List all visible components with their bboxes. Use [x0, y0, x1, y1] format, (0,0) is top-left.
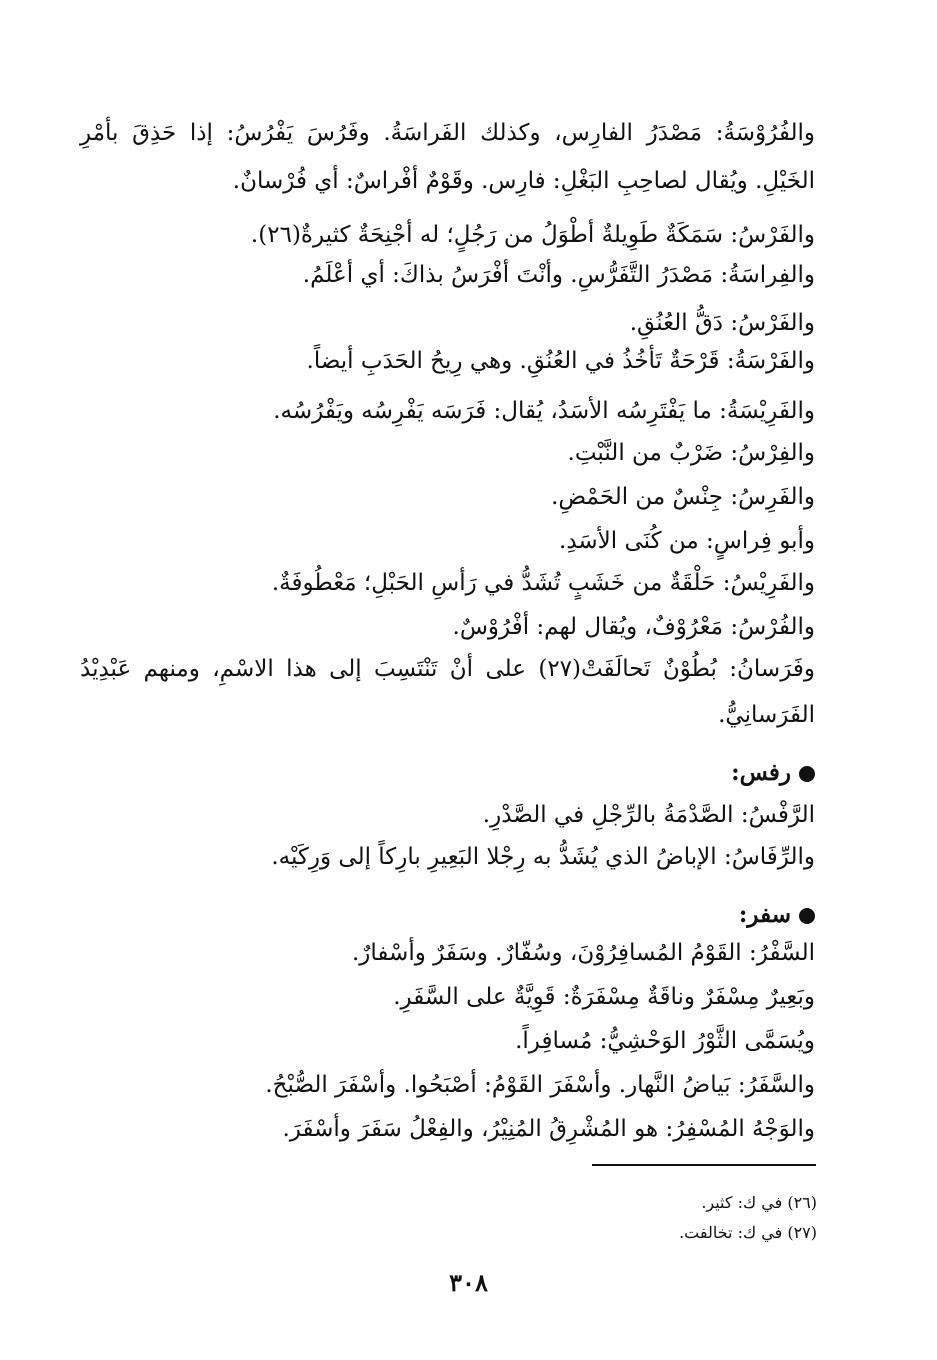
text-line: والفُرُوْسَةُ: مَصْدَرُ الفارِس، وكذلك الفَراسَةُ. وفَرُسَ يَفْرُسُ: إذا حَذِقَ بأمْرِ	[80, 120, 815, 146]
text-line: الفَرَسانِيُّ.	[718, 702, 815, 728]
text-line: الرَّفْسُ: الصَّدْمَةُ بالرِّجْلِ في الصَّدْرِ.	[482, 802, 815, 828]
text-line: والسَّفَرُ: بَياضُ النَّهار. وأسْفَرَ القَوْمُ: أصْبَحُوا. وأسْفَرَ الصُّبْحُ.	[265, 1072, 815, 1098]
section-heading-label: سفر:	[738, 901, 791, 928]
text-line: والفَرِيْسَةُ: ما يَفْتَرِسُه الأسَدُ، يُقال: فَرَسَه يَفْرِسُه ويَفْرُسُه.	[273, 398, 815, 424]
text-line: ويُسَمَّى الثَّوْرُ الوَحْشِيُّ: مُسافِراً.	[515, 1028, 815, 1054]
footnote: (٢٦) في ك: كثير.	[701, 1193, 817, 1212]
text-line: وأبو فِراسٍ: من كُنَى الأسَدِ.	[559, 528, 815, 554]
main-text	[80, 0, 815, 1160]
bullet-dot-icon	[799, 908, 815, 924]
text-line: والفِرْسُ: ضَرْبٌ من النَّبْتِ.	[567, 440, 815, 466]
section-heading-label: رفس:	[731, 759, 791, 786]
bullet-dot-icon	[799, 766, 815, 782]
text-line: والرِّفَاسُ: الإباضُ الذي يُشَدُّ به رِجْلا البَعِيرِ بارِكاً إلى وَرِكَيْه.	[271, 844, 815, 870]
section-heading-rafs	[731, 756, 815, 790]
text-line: والفِراسَةُ: مَصْدَرُ التَّفَرُّسِ. وأنْتَ أفْرَسُ بذاكَ: أي أعْلَمُ.	[302, 262, 815, 288]
text-line: والفَرْسَةُ: قَرْحَةٌ تَأخُذُ في العُنُقِ. وهي رِيحُ الحَدَبِ أيضاً.	[306, 348, 815, 374]
text-line: الخَيْلِ. ويُقال لصاحِبِ البَغْلِ: فارِس. وقَوْمٌ أفْراسٌ: أي فُرْسانٌ.	[232, 168, 815, 194]
text-line: والفَرْسُ: سَمَكَةٌ طَوِيلةٌ أطْوَلُ من رَجُلٍ؛ له أجْنِحَةٌ كثيرةٌ(٢٦).	[250, 222, 815, 248]
text-line: والفَرِسُ: جِنْسٌ من الحَمْضِ.	[551, 484, 815, 510]
text-line: والوَجْهُ المُسْفِرُ: هو المُشْرِقُ المُنِيْرُ، والفِعْلُ سَفَرَ وأسْفَرَ.	[282, 1116, 815, 1142]
text-line: والفَرِيْسُ: حَلْقَةٌ من خَشَبٍ تُشَدُّ في رَأسِ الحَبْلِ؛ مَعْطُوفَةٌ.	[271, 570, 815, 596]
page-number: ٣٠٨	[449, 1268, 488, 1297]
text-line: السَّفْرُ: القَوْمُ المُسافِرُوْنَ، وسُفّارٌ. وسَفَرٌ وأسْفارٌ.	[352, 940, 815, 966]
text-line: والفَرْسُ: دَقُّ العُنُقِ.	[629, 310, 815, 336]
text-line: والفُرْسُ: مَعْرُوْفٌ، ويُقال لهم: أفْرُوْسٌ.	[452, 614, 815, 640]
footnote-divider	[592, 1164, 816, 1166]
footnote: (٢٧) في ك: تخالفت.	[679, 1223, 817, 1242]
section-heading-safar	[739, 898, 815, 932]
text-line: وفَرَسانُ: بُطُوْنٌ تَحالَفَتْ(٢٧) على أنْ تَنْتَسِبَ إلى هذا الاسْمِ، ومنهم عَبْدِيْدُ	[80, 656, 815, 682]
text-line: وبَعِيرٌ مِسْفَرٌ وناقَةٌ مِسْفَرَةٌ: قَوِيَّةٌ على السَّفَرِ.	[393, 984, 815, 1010]
